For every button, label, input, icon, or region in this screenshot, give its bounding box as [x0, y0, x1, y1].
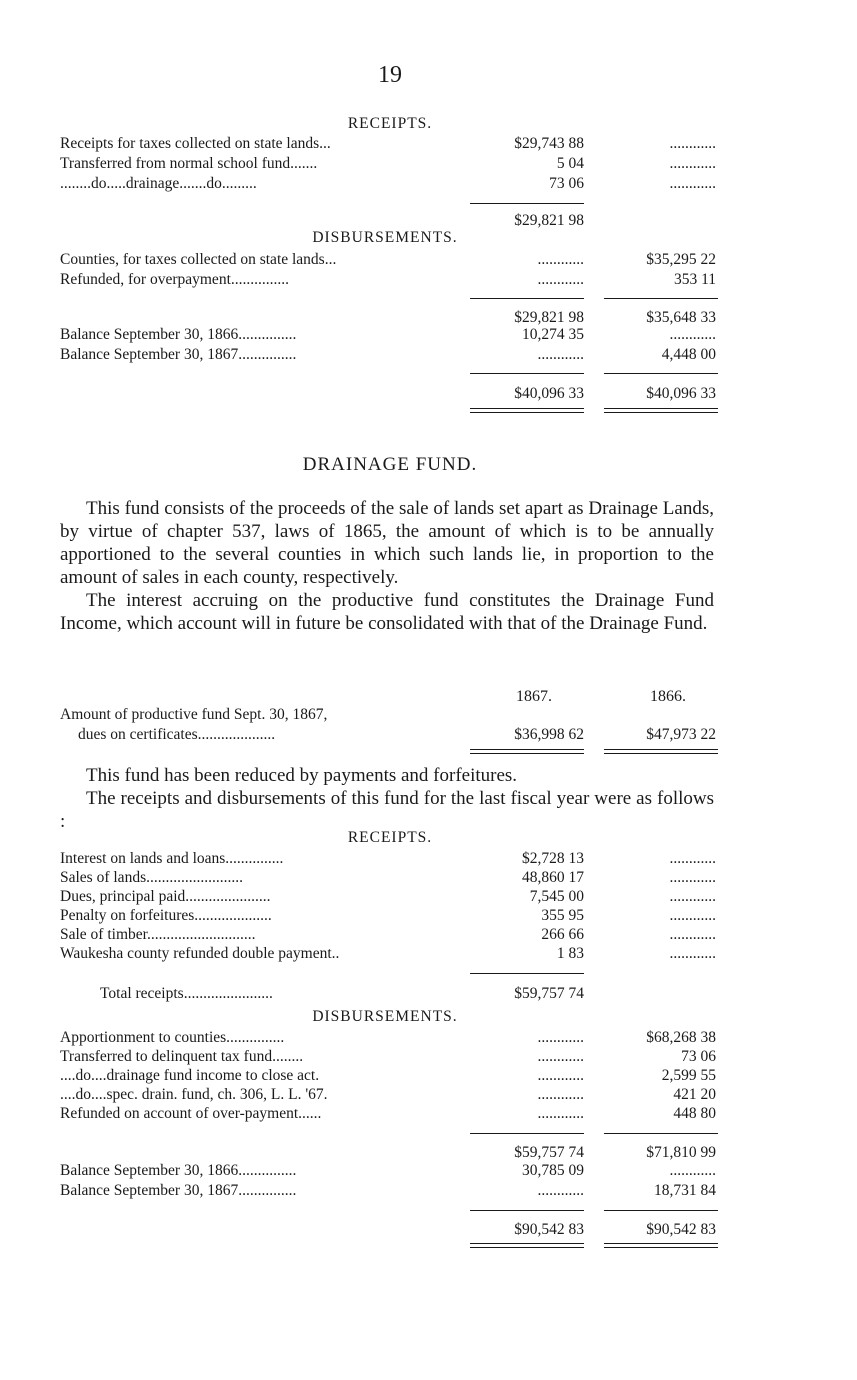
row-value-2: 2,599 55: [661, 1067, 716, 1084]
row-value-2: 18,731 84: [654, 1182, 716, 1199]
row-label: Counties, for taxes collected on state lands...: [60, 251, 337, 268]
row-value-1: ............: [537, 1067, 584, 1084]
row-value-2: ............: [669, 850, 716, 867]
row-value-2: 448 80: [673, 1105, 716, 1122]
sum-rule: [604, 1133, 718, 1134]
total-receipts-row: [60, 984, 720, 1004]
row-label: Transferred to delinquent tax fund........: [60, 1048, 304, 1065]
sum-rule: [604, 373, 718, 374]
row-label: dues on certificates....................: [78, 726, 276, 743]
row-label: Sales of lands.........................: [60, 869, 243, 886]
year-header-1: 1867.: [516, 688, 552, 705]
row-label: ....do....drainage fund income to close act.: [60, 1067, 320, 1084]
row-label: Balance September 30, 1866...............: [60, 326, 297, 343]
row-value-2: ............: [669, 869, 716, 886]
row-label: Interest on lands and loans...............: [60, 850, 284, 867]
table-row: [60, 345, 720, 365]
sum-rule: [604, 298, 718, 299]
row-value-2: $35,295 22: [646, 251, 716, 268]
grand-total-1: $40,096 33: [514, 385, 584, 402]
row-value-2: ............: [669, 926, 716, 943]
row-value-2: ............: [669, 135, 716, 152]
table-row: [60, 1085, 720, 1105]
table-row: [60, 705, 720, 725]
sum-rule: [470, 373, 584, 374]
row-label: Waukesha county refunded double payment..: [60, 945, 340, 962]
grand-total-1: $90,542 83: [514, 1221, 584, 1238]
table-row: [60, 270, 720, 290]
grand-total-2: $40,096 33: [646, 385, 716, 402]
row-value-2: 4,448 00: [661, 346, 716, 363]
row-value-2: ............: [669, 888, 716, 905]
subtotal-1: $59,757 74: [514, 1144, 584, 1161]
subtotal-2: $71,810 99: [646, 1144, 716, 1161]
double-rule: [604, 408, 718, 413]
row-value-2: 421 20: [673, 1086, 716, 1103]
table-row: [60, 725, 720, 745]
table-row: [60, 1161, 720, 1181]
row-label: Total receipts.......................: [100, 985, 273, 1002]
table-row: [60, 1181, 720, 1201]
table-row: [60, 1047, 720, 1067]
table-row: [60, 1066, 720, 1086]
table-row: [60, 1104, 720, 1124]
row-value-1: 48,860 17: [522, 869, 584, 886]
row-value-2: 353 11: [673, 271, 716, 288]
table-row: [60, 944, 720, 964]
sum-rule: [470, 298, 584, 299]
row-value-1: ............: [537, 1029, 584, 1046]
row-value-1: 1 83: [556, 945, 584, 962]
table-row: [60, 849, 720, 869]
row-label: Apportionment to counties...............: [60, 1029, 285, 1046]
row-value-2: ............: [669, 175, 716, 192]
disbursements-heading: DISBURSEMENTS.: [312, 229, 458, 246]
body-text: [60, 497, 714, 635]
disbursements-heading: DISBURSEMENTS.: [312, 1008, 458, 1025]
row-value-2: ............: [669, 945, 716, 962]
table-row: [60, 925, 720, 945]
subtotal-2: $35,648 33: [646, 309, 716, 326]
paragraph: The interest accruing on the productive fund constitutes the Drainage Fund Income, which account will in future be consolidated with that of the Drainage Fund.: [60, 590, 714, 634]
table-row: [60, 1028, 720, 1048]
double-rule: [604, 749, 718, 754]
table-row: [60, 134, 720, 154]
row-label: Sale of timber............................: [60, 926, 256, 943]
grand-total-row: [60, 384, 720, 404]
double-rule: [470, 1243, 584, 1248]
row-value-1: ............: [537, 1086, 584, 1103]
sum-rule: [604, 1210, 718, 1211]
row-value-1: ............: [537, 271, 584, 288]
receipts-heading: RECEIPTS.: [347, 829, 433, 846]
row-value-1: ............: [537, 1182, 584, 1199]
row-value-1: 7,545 00: [529, 888, 584, 905]
row-value-2: 73 06: [681, 1048, 716, 1065]
double-rule: [470, 408, 584, 413]
receipts-total: $29,821 98: [514, 212, 584, 229]
row-value-2: $68,268 38: [646, 1029, 716, 1046]
row-label: Transferred from normal school fund.......: [60, 155, 318, 172]
page-number: 19: [378, 62, 402, 88]
table-row: [60, 887, 720, 907]
double-rule: [604, 1243, 718, 1248]
row-value-1: ............: [537, 251, 584, 268]
table-row: [60, 906, 720, 926]
table-row: [60, 174, 720, 194]
double-rule: [470, 749, 584, 754]
row-value-1: ............: [537, 1105, 584, 1122]
row-label: Receipts for taxes collected on state lands...: [60, 135, 331, 152]
table-row: [60, 250, 720, 270]
row-value-1: ............: [537, 1048, 584, 1065]
row-label: Balance September 30, 1867...............: [60, 1182, 297, 1199]
row-value-2: $47,973 22: [646, 726, 716, 743]
table-row: [60, 325, 720, 345]
row-value-2: ............: [669, 155, 716, 172]
row-label: Penalty on forfeitures....................: [60, 907, 272, 924]
row-value-1: $36,998 62: [514, 726, 584, 743]
row-value-2: ............: [669, 907, 716, 924]
row-label: Balance September 30, 1867...............: [60, 346, 297, 363]
row-value-1: 355 95: [541, 907, 584, 924]
table-row: [60, 154, 720, 174]
row-label: ....do....spec. drain. fund, ch. 306, L. L. '67.: [60, 1086, 328, 1103]
row-label: Amount of productive fund Sept. 30, 1867,: [60, 706, 328, 723]
year-header-2: 1866.: [650, 688, 686, 705]
row-value-2: ............: [669, 1162, 716, 1179]
receipts-total-row: [60, 211, 720, 231]
sum-rule: [470, 973, 584, 974]
paragraph: This fund has been reduced by payments and forfeitures.: [86, 765, 518, 786]
paragraph: This fund consists of the proceeds of the sale of lands set apart as Drainage Lands, by virtue of chapter 537, laws of 1865, the amount of which is to be annually apportioned to the several counties in which such lands lie, in proportion to the amount of sales in each county, respectively.: [60, 498, 714, 588]
body-text: [60, 764, 714, 833]
sum-rule: [470, 1210, 584, 1211]
sum-rule: [470, 1133, 584, 1134]
table-row: [60, 868, 720, 888]
row-value-1: $2,728 13: [522, 850, 584, 867]
receipts-heading: RECEIPTS.: [347, 115, 433, 132]
subtotal-row: [60, 1143, 720, 1163]
row-label: Balance September 30, 1866...............: [60, 1162, 297, 1179]
total-receipts: $59,757 74: [514, 985, 584, 1002]
row-value-2: ............: [669, 326, 716, 343]
grand-total-row: [60, 1220, 720, 1240]
row-label: Refunded on account of over-payment......: [60, 1105, 322, 1122]
row-value-1: ............: [537, 346, 584, 363]
row-label: Dues, principal paid......................: [60, 888, 271, 905]
paragraph: The receipts and disbursements of this fund for the last fiscal year were as follows :: [60, 788, 714, 832]
sum-rule: [470, 203, 584, 204]
section-title: DRAINAGE FUND.: [302, 454, 478, 475]
row-value-1: 266 66: [541, 926, 584, 943]
row-value-1: 73 06: [549, 175, 584, 192]
row-value-1: $29,743 88: [514, 135, 584, 152]
row-label: Refunded, for overpayment...............: [60, 271, 289, 288]
row-value-1: 5 04: [556, 155, 584, 172]
subtotal-1: $29,821 98: [514, 309, 584, 326]
grand-total-2: $90,542 83: [646, 1221, 716, 1238]
row-value-1: 30,785 09: [522, 1162, 584, 1179]
row-value-1: 10,274 35: [522, 326, 584, 343]
row-label: ........do.....drainage.......do.........: [60, 175, 257, 192]
